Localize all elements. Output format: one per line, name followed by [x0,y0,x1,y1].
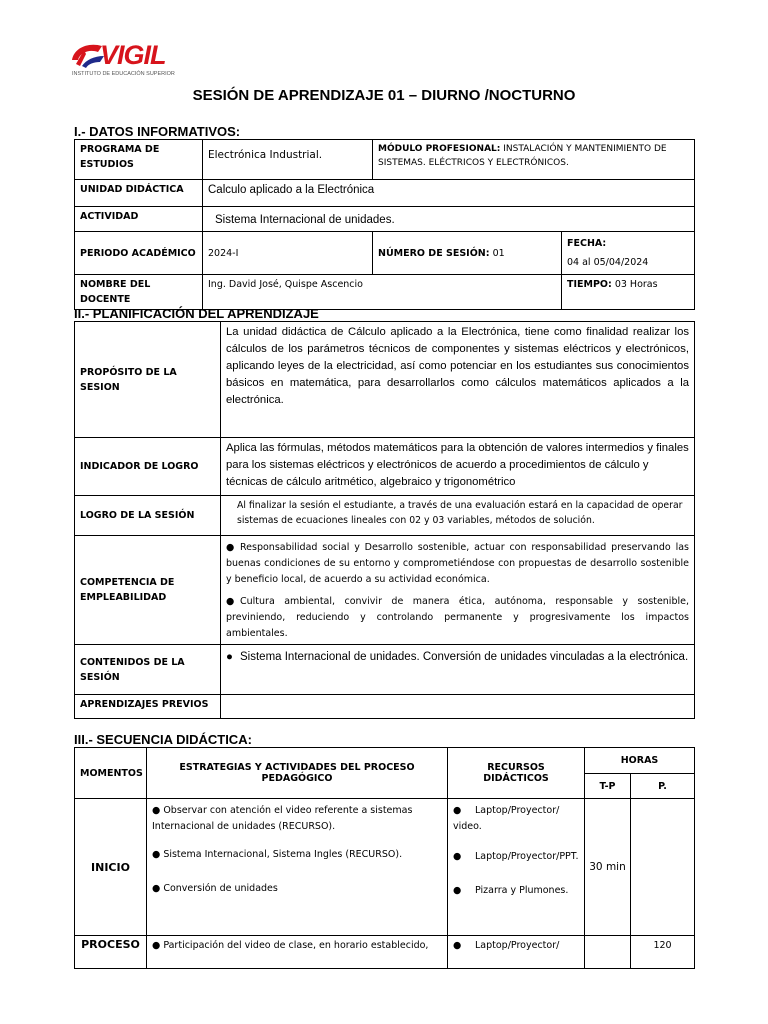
modulo-value: INSTALACIÓN Y MANTENIMIENTO DE SISTEMAS. ELÉCTRICOS Y ELECTRÓNICOS. [378,144,667,168]
logro-value: Al finalizar la sesión el estudiante, a través de una evaluación estará en la capacidad de operar sistemas de ecuaciones lineales con 02 y 03 variables, métodos de solución. [221,496,695,536]
recurso-item [453,849,579,865]
programa-label: PROGRAMA DE ESTUDIOS [75,140,203,180]
actividad-value: Sistema Internacional de unidades. [203,207,695,232]
sesion-cell [373,232,562,275]
proceso-estrategias: ● Participación del video de clase, en horario establecido, [147,936,448,969]
tiempo-value: 03 Horas [614,279,658,290]
fecha-cell [562,232,695,275]
bullet-icon: ● [226,596,235,607]
modulo-label: MÓDULO PROFESIONAL: [378,144,501,154]
inicio-recurso-1: Laptop/Proyector/ video. [453,805,560,832]
col-momentos-header: MOMENTOS [75,748,147,799]
recursos-list [453,803,579,899]
bullet-icon: ● [453,940,462,951]
proceso-momento: PROCESO [75,936,147,969]
proceso-tp [585,936,631,969]
fecha-label: FECHA: [567,238,607,249]
competencia-cell [221,536,695,645]
col-estrategias-header: ESTRATEGIAS Y ACTIVIDADES DEL PROCESO PEDAGÓGICO [147,748,448,799]
fecha-value: 04 al 05/04/2024 [567,257,649,268]
bullet-icon: ● [226,542,235,553]
tiempo-cell [562,275,695,310]
section-planificacion-heading: II.- PLANIFICACIÓN DEL APRENDIZAJE [74,306,319,321]
proceso-recursos [448,936,585,969]
inicio-estrategias [147,799,448,936]
programa-value: Electrónica Industrial. [203,140,373,180]
contenidos-cell [221,645,695,695]
planificacion-table [74,321,695,719]
actividad-label: ACTIVIDAD [75,207,203,232]
page-title: SESIÓN DE APRENDIZAJE 01 – DIURNO /NOCTURNO [192,87,576,104]
proposito-label: PROPÓSITO DE LA SESION [75,322,221,438]
bullet-icon: ● [453,851,462,862]
docente-label: NOMBRE DEL DOCENTE [75,275,203,310]
col-p-header: P. [631,774,695,799]
col-tp-header: T-P [585,774,631,799]
previos-label: APRENDIZAJES PREVIOS [75,695,221,719]
recurso-item [453,938,579,954]
logo-tagline: INSTITUTO DE EDUCACIÓN SUPERIOR [72,71,175,77]
inicio-recurso-2: Laptop/Proyector/PPT. [475,851,579,862]
contenidos-value: Sistema Internacional de unidades. Conversión de unidades vinculadas a la electrónica. [240,651,689,663]
inicio-estrategia-2: Sistema Internacional, Sistema Ingles (RECURSO). [163,849,403,860]
datos-informativos-table [74,139,695,310]
tiempo-label: TIEMPO: [567,279,612,290]
proceso-p: 120 [631,936,695,969]
section-secuencia-heading: III.- SECUENCIA DIDÁCTICA: [74,732,252,747]
unidad-label: UNIDAD DIDÁCTICA [75,180,203,207]
docente-value: Ing. David José, Quispe Ascencio [203,275,562,310]
estrategia-item: ● Sistema Internacional, Sistema Ingles (RECURSO). [152,849,403,860]
proposito-value: La unidad didáctica de Cálculo aplicado a la Electrónica, tiene como finalidad realizar los cálculos de los parámetros técnicos de componentes y sistemas eléctricos y electrónicos, aplicando leyes de la electricidad, así como potenciar en los estudiantes sus conocimientos básicos en matemática, para desarrollarlos como cálculos matemáticos aplicados a la electrónica. [221,322,695,438]
inicio-recursos [448,799,585,936]
periodo-label: PERIODO ACADÉMICO [75,232,203,275]
bullet-icon: ● [226,651,233,663]
inicio-tp: 30 min [585,799,631,936]
periodo-value: 2024-I [203,232,373,275]
col-recursos-header: RECURSOS DIDÁCTICOS [448,748,585,799]
contenidos-label: CONTENIDOS DE LA SESIÓN [75,645,221,695]
unidad-value: Calculo aplicado a la Electrónica [203,180,695,207]
previos-value [221,695,695,719]
sesion-value: 01 [492,247,505,259]
institute-logo [68,40,178,82]
recurso-item [453,803,579,835]
competencia-text-1: Responsabilidad social y Desarrollo sostenible, actuar con responsabilidad preservando las buenas condiciones de su entorno y comprometiéndose con propuestas de desarrollo sostenible y beneficio local, de acuerdo a su actividad económica. [226,542,689,585]
inicio-p [631,799,695,936]
inicio-momento: INICIO [75,799,147,936]
col-horas-header: HORAS [585,748,695,774]
sesion-label: NÚMERO DE SESIÓN: [378,247,490,259]
indicador-label: INDICADOR DE LOGRO [75,438,221,496]
logo-wordmark: VIGIL [100,40,166,70]
estrategia-item: ● Conversión de unidades [152,883,278,894]
secuencia-table [74,747,695,969]
proceso-recurso-1: Laptop/Proyector/ [475,940,560,951]
competencia-item [226,594,689,642]
logro-label: LOGRO DE LA SESIÓN [75,496,221,536]
inicio-estrategia-3: Conversión de unidades [163,883,278,894]
bullet-icon: ● [453,805,462,816]
estrategia-item: ● Observar con atención el video referente a sistemas Internacional de unidades (RECURSO). [152,805,413,832]
inicio-recurso-3: Pizarra y Plumones. [475,885,569,896]
modulo-cell [373,140,695,180]
inicio-estrategia-1: Observar con atención el video referente a sistemas Internacional de unidades (RECURSO). [152,805,413,832]
bullet-icon: ● [453,885,462,896]
recurso-item [453,883,579,899]
competencia-text-2: Cultura ambiental, convivir de manera ética, autónoma, responsable y sostenible, previniendo, reduciendo y controlando permanente y progresivamente los impactos ambientales. [226,596,689,639]
proceso-estrategia-1: Participación del video de clase, en horario establecido, [163,940,429,951]
recursos-list [453,938,579,954]
competencia-item [226,540,689,588]
competencia-label: COMPETENCIA DE EMPLEABILIDAD [75,536,221,645]
indicador-value: Aplica las fórmulas, métodos matemáticos para la obtención de valores intermedios y finales para los sistemas eléctricos y electrónicos de acuerdo a procedimientos de cálculo y técnicas de cálculo aritmético, algebraico y trigonométrico [221,438,695,496]
section-datos-heading: I.- DATOS INFORMATIVOS: [74,124,241,139]
